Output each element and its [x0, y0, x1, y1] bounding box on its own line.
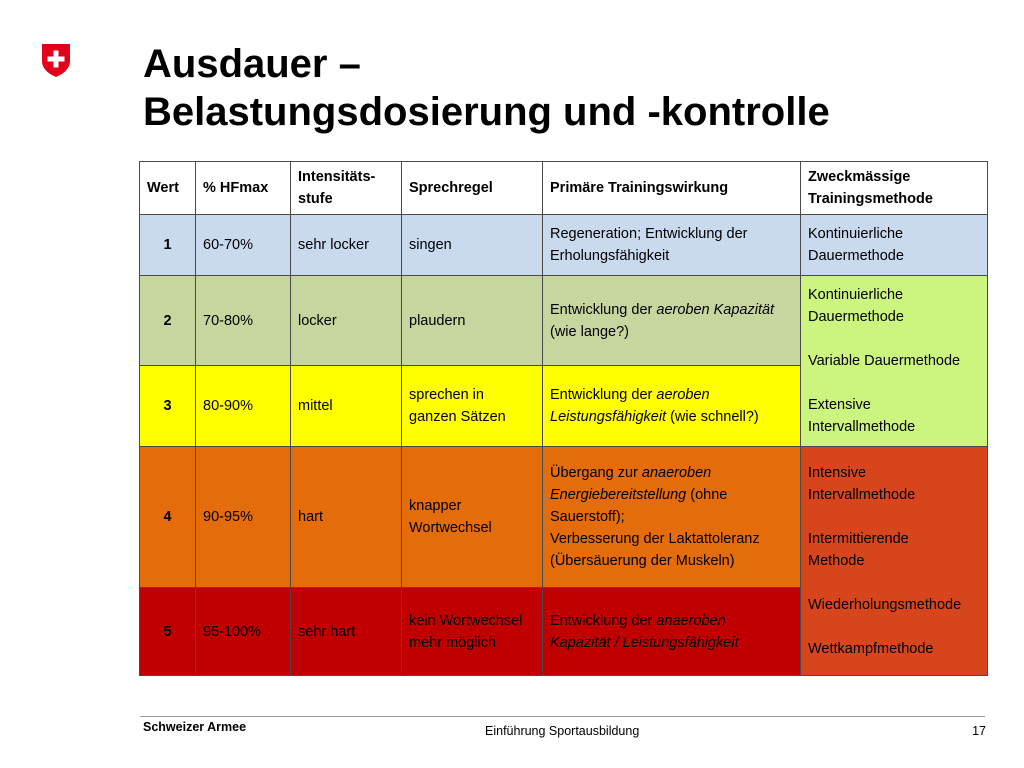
cell-hfmax: 60-70%: [196, 215, 291, 276]
swiss-shield-logo: [41, 43, 71, 78]
wirkung-text: Entwicklung der: [550, 612, 657, 629]
cell-sprechregel: singen: [402, 215, 543, 276]
cell-wirkung: [543, 276, 801, 366]
methode-spacer: [808, 572, 980, 594]
wirkung-emphasis: aeroben Kapazität: [656, 301, 775, 318]
sprechregel-line: mehr möglich: [409, 634, 497, 651]
cell-intensitaet: locker: [291, 276, 402, 366]
wirkung-line: Regeneration; Entwicklung der: [550, 226, 748, 242]
header-wirkung: Primäre Trainingswirkung: [543, 162, 801, 215]
wirkung-emphasis: Energiebereitstellung: [550, 487, 687, 503]
cell-intensitaet: mittel: [291, 366, 402, 447]
methode-line: Methode: [808, 553, 865, 569]
title-line-2: Belastungsdosierung und -kontrolle: [143, 90, 830, 134]
header-methode-line: Zweckmässige: [808, 169, 911, 185]
cell-hfmax: 80-90%: [196, 366, 291, 447]
cell-intensitaet: sehr locker: [291, 215, 402, 276]
methode-line: Kontinuierliche: [808, 287, 904, 303]
wirkung-text: (wie schnell?): [666, 409, 759, 425]
cell-wirkung: [543, 588, 801, 676]
wirkung-emphasis: anaeroben: [641, 465, 712, 481]
wirkung-line: Erholungsfähigkeit: [550, 248, 670, 264]
wirkung-line: [550, 484, 793, 506]
page-number: 17: [972, 724, 986, 738]
methode-line: Extensive: [808, 397, 871, 413]
header-methode: [801, 162, 988, 215]
sprechregel-line: sprechen in: [409, 387, 484, 403]
methode-line: Kontinuierliche: [808, 226, 904, 242]
header-sprechregel: Sprechregel: [402, 162, 543, 215]
cell-methode: [801, 276, 988, 447]
methode-spacer: [808, 328, 980, 350]
footer-organization: Schweizer Armee: [143, 720, 247, 734]
header-methode-line: Trainingsmethode: [808, 191, 933, 207]
methode-line: Intensive: [808, 465, 867, 481]
wirkung-text: Übergang zur: [550, 465, 642, 481]
wirkung-line: Verbesserung der Laktattoleranz: [550, 531, 760, 547]
methode-line: Intermittierende: [808, 531, 909, 547]
wirkung-line: [550, 462, 793, 484]
cell-wirkung: [543, 447, 801, 588]
wirkung-line: (wie lange?): [550, 323, 629, 340]
methode-line: Intervallmethode: [808, 419, 916, 435]
cell-hfmax: 90-95%: [196, 447, 291, 588]
methode-spacer: [808, 506, 980, 528]
cell-sprechregel: [402, 447, 543, 588]
cell-methode: [801, 215, 988, 276]
cell-sprechregel: plaudern: [402, 276, 543, 366]
footer-divider: [140, 716, 985, 717]
wirkung-line: [550, 384, 793, 406]
table-row: [140, 276, 988, 366]
cell-intensitaet: hart: [291, 447, 402, 588]
cell-wert: 4: [140, 447, 196, 588]
methode-spacer: [808, 372, 980, 394]
wirkung-emphasis: anaeroben: [656, 612, 726, 629]
slide-title: [143, 40, 1003, 136]
methode-line: Intervallmethode: [808, 487, 916, 503]
table-header-row: [140, 162, 988, 215]
cell-wert: 1: [140, 215, 196, 276]
methode-line: Variable Dauermethode: [808, 353, 961, 369]
footer-course-title: Einführung Sportausbildung: [485, 724, 640, 738]
cell-wert: 5: [140, 588, 196, 676]
header-wert: Wert: [140, 162, 196, 215]
wirkung-line: (Übersäuerung der Muskeln): [550, 553, 735, 569]
cell-intensitaet: sehr hart: [291, 588, 402, 676]
table-row: [140, 215, 988, 276]
wirkung-line: [550, 299, 793, 321]
header-intensitaet-line: Intensitäts-: [298, 169, 376, 185]
wirkung-text: Entwicklung der: [550, 301, 657, 318]
cell-methode: [801, 447, 988, 676]
cell-hfmax: 70-80%: [196, 276, 291, 366]
cell-wirkung: [543, 366, 801, 447]
methode-line: Dauermethode: [808, 248, 904, 264]
sprechregel-line: ganzen Sätzen: [409, 409, 506, 425]
header-intensitaet-line: stufe: [298, 191, 333, 207]
methode-line: Wettkampfmethode: [808, 641, 934, 657]
wirkung-emphasis: aeroben: [656, 387, 710, 403]
sprechregel-line: kein Wortwechsel: [409, 612, 523, 629]
sprechregel-line: knapper: [409, 498, 462, 514]
wirkung-text: (ohne: [686, 487, 728, 503]
header-intensitaet: [291, 162, 402, 215]
wirkung-text: Entwicklung der: [550, 387, 657, 403]
wirkung-emphasis: Kapazität / Leistungsfähigkeit: [550, 634, 739, 651]
cell-sprechregel: [402, 366, 543, 447]
header-hfmax: % HFmax: [196, 162, 291, 215]
cell-sprechregel: [402, 588, 543, 676]
methode-line: Wiederholungsmethode: [808, 597, 962, 613]
table-row: [140, 447, 988, 588]
cell-wirkung: [543, 215, 801, 276]
wirkung-line: Sauerstoff);: [550, 509, 625, 525]
methode-line: Dauermethode: [808, 309, 904, 325]
wirkung-emphasis: Leistungsfähigkeit: [550, 409, 667, 425]
sprechregel-line: Wortwechsel: [409, 520, 492, 536]
cell-wert: 3: [140, 366, 196, 447]
intensity-table: [139, 161, 988, 676]
wirkung-line: [550, 406, 793, 428]
cell-wert: 2: [140, 276, 196, 366]
title-line-1: Ausdauer –: [143, 42, 361, 86]
cell-hfmax: 95-100%: [196, 588, 291, 676]
methode-spacer: [808, 616, 980, 638]
wirkung-line: [550, 610, 793, 632]
